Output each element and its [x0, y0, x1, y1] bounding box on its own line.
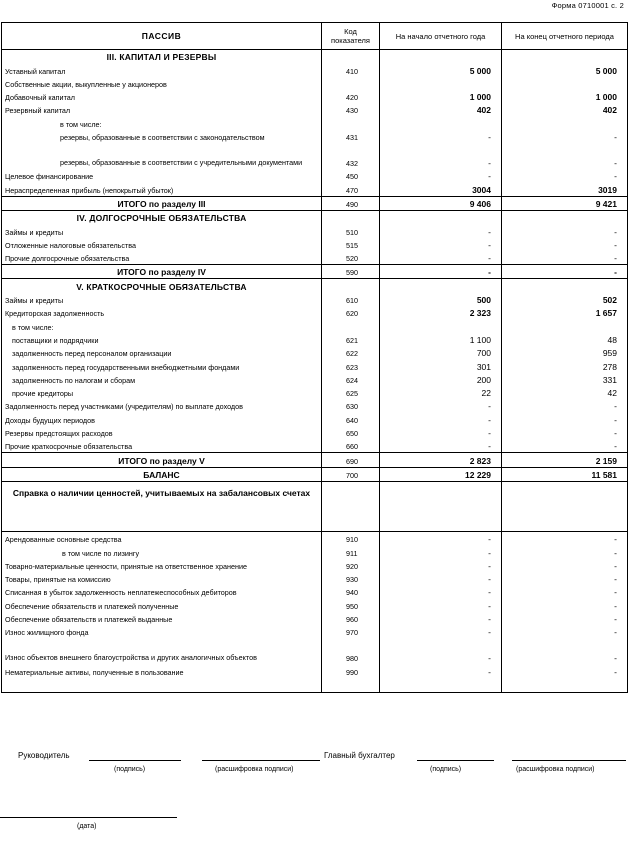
row-end-value: - [502, 664, 628, 677]
row-label: Обеспечение обязательств и платежей полученные [2, 598, 322, 611]
row-start-value: 200 [380, 373, 502, 386]
row-end-value: 402 [502, 103, 628, 116]
row-start-value: - [380, 612, 502, 625]
row-start-value [380, 77, 502, 90]
row-code: 960 [322, 612, 380, 625]
row-label: Займы и кредиты [2, 293, 322, 306]
row-start-value: - [380, 638, 502, 664]
row-start-value: - [380, 572, 502, 585]
table-row [2, 359, 628, 372]
row-end-value: - [502, 559, 628, 572]
table-row [2, 182, 628, 196]
row-label: Займы и кредиты [2, 224, 322, 237]
row-label: Справка о наличии ценностей, учитываемых на забалансовых счетах [2, 481, 322, 531]
row-start-value: 2 823 [380, 453, 502, 467]
row-end-value: 5 000 [502, 63, 628, 76]
total-row [2, 196, 628, 210]
row-code [322, 116, 380, 129]
row-code: 490 [322, 196, 380, 210]
row-code: 690 [322, 453, 380, 467]
row-code: 660 [322, 439, 380, 453]
row-label: задолженность по налогам и сборам [2, 373, 322, 386]
row-end-value: - [502, 531, 628, 545]
row-start-value: - [380, 559, 502, 572]
chief-accountant-signature-caption: (подпись) [430, 766, 462, 773]
row-label: Товарно-материальные ценности, принятые на ответственное хранение [2, 559, 322, 572]
table-row [2, 678, 628, 693]
row-code: 910 [322, 531, 380, 545]
row-code: 990 [322, 664, 380, 677]
row-end-value: - [502, 585, 628, 598]
row-end-value [502, 319, 628, 332]
row-label: Товары, принятые на комиссию [2, 572, 322, 585]
row-end-value: - [502, 625, 628, 638]
row-label: поставщики и подрядчики [2, 333, 322, 346]
row-code: 630 [322, 399, 380, 412]
table-row [2, 90, 628, 103]
table-row [2, 399, 628, 412]
total-row [2, 265, 628, 279]
row-start-value: - [380, 169, 502, 182]
row-code [322, 279, 380, 293]
row-start-value: - [380, 143, 502, 169]
row-end-value: 11 581 [502, 467, 628, 481]
date-caption: (дата) [77, 823, 97, 830]
total-row [2, 453, 628, 467]
table-row [2, 116, 628, 129]
row-start-value: 700 [380, 346, 502, 359]
row-code: 940 [322, 585, 380, 598]
table-row [2, 333, 628, 346]
row-start-value: - [380, 598, 502, 611]
row-code: 700 [322, 467, 380, 481]
table-row [2, 77, 628, 90]
row-code: 970 [322, 625, 380, 638]
row-label: Отложенные налоговые обязательства [2, 238, 322, 251]
row-code: 623 [322, 359, 380, 372]
row-code: 450 [322, 169, 380, 182]
table-row [2, 585, 628, 598]
row-start-value: 1 100 [380, 333, 502, 346]
row-end-value: - [502, 572, 628, 585]
row-end-value: - [502, 439, 628, 453]
row-end-value [502, 77, 628, 90]
row-end-value [502, 210, 628, 224]
row-start-value: - [380, 625, 502, 638]
row-label: в том числе: [2, 319, 322, 332]
row-start-value: - [380, 265, 502, 279]
row-code: 510 [322, 224, 380, 237]
head-signature-caption: (подпись) [114, 766, 146, 773]
row-start-value: - [380, 251, 502, 265]
row-end-value: - [502, 612, 628, 625]
table-header [2, 23, 628, 50]
row-label: Нераспределенная прибыль (непокрытый убыток) [2, 182, 322, 196]
section-row [2, 279, 628, 293]
row-label: Арендованные основные средства [2, 531, 322, 545]
row-label: БАЛАНС [2, 467, 322, 481]
row-end-value: 1 000 [502, 90, 628, 103]
row-label: ИТОГО по разделу III [2, 196, 322, 210]
row-start-value: 9 406 [380, 196, 502, 210]
row-code: 980 [322, 638, 380, 664]
head-label: Руководитель [18, 751, 70, 760]
table-row [2, 373, 628, 386]
table-row [2, 612, 628, 625]
table-row [2, 251, 628, 265]
row-end-value: 2 159 [502, 453, 628, 467]
table-row [2, 293, 628, 306]
row-code [322, 319, 380, 332]
row-label: Прочие краткосрочные обязательства [2, 439, 322, 453]
row-end-value: 9 421 [502, 196, 628, 210]
row-start-value [380, 50, 502, 64]
row-code [322, 77, 380, 90]
row-start-value: - [380, 224, 502, 237]
row-label: задолженность перед государственными внебюджетными фондами [2, 359, 322, 372]
table-row [2, 103, 628, 116]
row-label: Износ объектов внешнего благоустройства и других аналогичных объектов [2, 638, 322, 664]
row-start-value: 12 229 [380, 467, 502, 481]
section-row [2, 50, 628, 64]
row-label: в том числе по лизингу [2, 545, 322, 558]
table-row [2, 638, 628, 664]
row-start-value: - [380, 130, 502, 143]
table-row [2, 386, 628, 399]
header-start-of-year: На начало отчетного года [380, 23, 502, 50]
row-code [322, 50, 380, 64]
row-code: 950 [322, 598, 380, 611]
row-start-value: - [380, 399, 502, 412]
row-start-value: 3004 [380, 182, 502, 196]
row-end-value: 502 [502, 293, 628, 306]
row-end-value: 959 [502, 346, 628, 359]
form-label: Форма 0710001 с. 2 [551, 1, 624, 10]
section-row [2, 210, 628, 224]
row-code: 432 [322, 143, 380, 169]
row-label: Прочие долгосрочные обязательства [2, 251, 322, 265]
total-row [2, 467, 628, 481]
row-label: III. КАПИТАЛ И РЕЗЕРВЫ [2, 50, 322, 64]
table-row [2, 545, 628, 558]
row-end-value [502, 678, 628, 693]
row-end-value: 48 [502, 333, 628, 346]
row-label: Собственные акции, выкупленные у акционеров [2, 77, 322, 90]
row-start-value [380, 319, 502, 332]
row-start-value [380, 210, 502, 224]
table-row [2, 559, 628, 572]
row-code [322, 481, 380, 531]
row-label: Целевое финансирование [2, 169, 322, 182]
row-label [2, 678, 322, 693]
row-end-value: - [502, 143, 628, 169]
row-end-value: - [502, 598, 628, 611]
row-label: Списанная в убыток задолженность неплатежеспособных дебиторов [2, 585, 322, 598]
row-code: 622 [322, 346, 380, 359]
row-start-value: 1 000 [380, 90, 502, 103]
row-code: 911 [322, 545, 380, 558]
row-end-value [502, 116, 628, 129]
row-end-value: - [502, 169, 628, 182]
row-end-value: - [502, 412, 628, 425]
table-row [2, 412, 628, 425]
row-start-value [380, 279, 502, 293]
row-label: Задолженность перед участниками (учредителям) по выплате доходов [2, 399, 322, 412]
row-end-value: - [502, 638, 628, 664]
row-start-value [380, 481, 502, 531]
row-code: 470 [322, 182, 380, 196]
row-end-value: 331 [502, 373, 628, 386]
row-label: Нематериальные активы, полученные в пользование [2, 664, 322, 677]
head-decoding-caption: (расшифровка подписи) [215, 766, 294, 773]
head-signature-line[interactable] [89, 760, 181, 761]
row-start-value: - [380, 426, 502, 439]
row-code: 410 [322, 63, 380, 76]
head-decoding-line[interactable] [202, 760, 320, 761]
row-end-value: 42 [502, 386, 628, 399]
header-liabilities: ПАССИВ [2, 23, 322, 50]
row-start-value: 500 [380, 293, 502, 306]
row-label: Доходы будущих периодов [2, 412, 322, 425]
row-end-value: - [502, 265, 628, 279]
row-label: Уставный капитал [2, 63, 322, 76]
row-label: ИТОГО по разделу IV [2, 265, 322, 279]
row-end-value: - [502, 545, 628, 558]
table-row [2, 346, 628, 359]
row-start-value: 22 [380, 386, 502, 399]
row-end-value: 1 657 [502, 306, 628, 319]
row-start-value [380, 678, 502, 693]
table-row [2, 169, 628, 182]
table-row [2, 531, 628, 545]
row-code: 621 [322, 333, 380, 346]
row-start-value: - [380, 531, 502, 545]
table-row [2, 625, 628, 638]
table-row [2, 224, 628, 237]
table-row [2, 130, 628, 143]
row-start-value: - [380, 664, 502, 677]
row-label: Резервы предстоящих расходов [2, 426, 322, 439]
row-end-value: 3019 [502, 182, 628, 196]
row-label: Износ жилищного фонда [2, 625, 322, 638]
row-code: 590 [322, 265, 380, 279]
table-row [2, 572, 628, 585]
row-code: 515 [322, 238, 380, 251]
table-row [2, 664, 628, 677]
row-end-value: - [502, 251, 628, 265]
row-start-value: - [380, 238, 502, 251]
table-row [2, 426, 628, 439]
date-line[interactable] [0, 817, 177, 818]
row-start-value: 2 323 [380, 306, 502, 319]
row-start-value [380, 116, 502, 129]
row-label: задолженность перед персоналом организации [2, 346, 322, 359]
row-end-value: - [502, 399, 628, 412]
row-end-value: 278 [502, 359, 628, 372]
row-start-value: 402 [380, 103, 502, 116]
row-start-value: - [380, 439, 502, 453]
row-end-value: - [502, 238, 628, 251]
row-end-value [502, 279, 628, 293]
row-code: 920 [322, 559, 380, 572]
chief-accountant-decoding-line[interactable] [512, 760, 626, 761]
table-row [2, 63, 628, 76]
row-code [322, 210, 380, 224]
row-label: Обеспечение обязательств и платежей выданные [2, 612, 322, 625]
row-end-value: - [502, 426, 628, 439]
row-code: 430 [322, 103, 380, 116]
row-end-value: - [502, 130, 628, 143]
row-code: 625 [322, 386, 380, 399]
row-code: 520 [322, 251, 380, 265]
row-code: 650 [322, 426, 380, 439]
row-label: Резервный капитал [2, 103, 322, 116]
row-label: резервы, образованные в соответствии с учредительными документами [2, 143, 322, 169]
row-code: 624 [322, 373, 380, 386]
table-row [2, 319, 628, 332]
row-start-value: - [380, 545, 502, 558]
row-label: V. КРАТКОСРОЧНЫЕ ОБЯЗАТЕЛЬСТВА [2, 279, 322, 293]
chief-accountant-signature-line[interactable] [417, 760, 494, 761]
row-label: прочие кредиторы [2, 386, 322, 399]
row-start-value: - [380, 412, 502, 425]
row-code [322, 678, 380, 693]
balance-table [1, 22, 628, 693]
row-label: Добавочный капитал [2, 90, 322, 103]
row-label: резервы, образованные в соответствии с законодательством [2, 130, 322, 143]
row-end-value [502, 481, 628, 531]
table-row [2, 598, 628, 611]
table-row [2, 143, 628, 169]
row-end-value [502, 50, 628, 64]
row-code: 610 [322, 293, 380, 306]
row-end-value: - [502, 224, 628, 237]
table-row [2, 481, 628, 531]
row-code: 420 [322, 90, 380, 103]
row-code: 620 [322, 306, 380, 319]
table-row [2, 306, 628, 319]
row-code: 930 [322, 572, 380, 585]
header-code: Код показателя [322, 23, 380, 50]
row-code: 640 [322, 412, 380, 425]
table-row [2, 439, 628, 453]
row-start-value: - [380, 585, 502, 598]
row-start-value: 301 [380, 359, 502, 372]
row-label: Кредиторская задолженность [2, 306, 322, 319]
row-label: в том числе: [2, 116, 322, 129]
row-start-value: 5 000 [380, 63, 502, 76]
row-label: IV. ДОЛГОСРОЧНЫЕ ОБЯЗАТЕЛЬСТВА [2, 210, 322, 224]
row-label: ИТОГО по разделу V [2, 453, 322, 467]
chief-accountant-decoding-caption: (расшифровка подписи) [516, 766, 595, 773]
header-end-of-period: На конец отчетного периода [502, 23, 628, 50]
chief-accountant-label: Главный бухгалтер [324, 751, 395, 760]
table-row [2, 238, 628, 251]
row-code: 431 [322, 130, 380, 143]
